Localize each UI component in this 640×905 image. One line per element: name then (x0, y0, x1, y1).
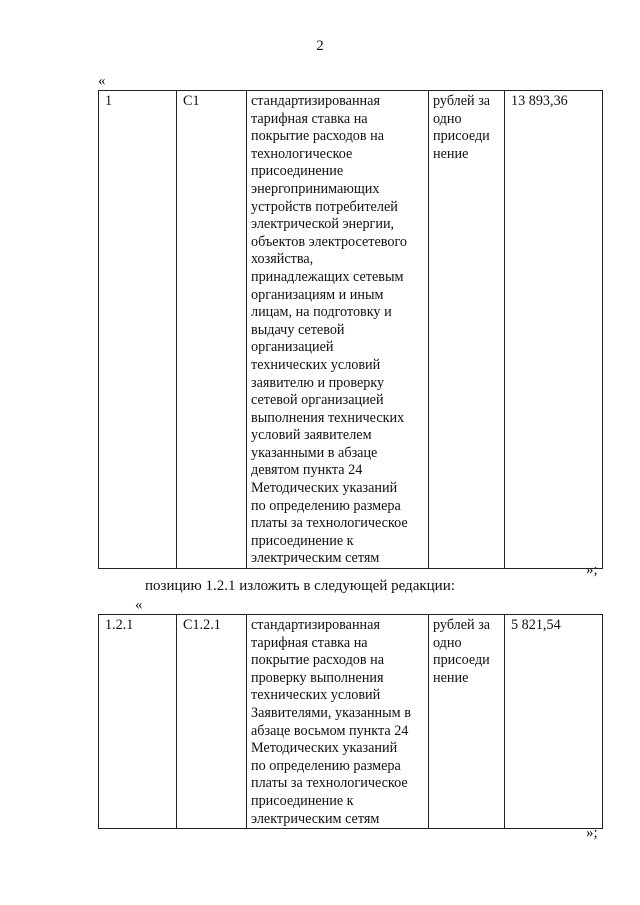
description-line: проверку выполнения (251, 669, 384, 686)
unit-line: присоеди (433, 128, 490, 145)
open-quote: « (135, 597, 143, 613)
row-number: 1.2.1 (99, 615, 177, 829)
description-line: абзаце восьмом пункта 24 (251, 722, 409, 739)
description-line: тарифная ставка на (251, 634, 368, 651)
row-unit (429, 615, 505, 829)
description-line: принадлежащих сетевым (251, 268, 404, 285)
unit-line: одно (433, 110, 462, 127)
description-line: организацией (251, 339, 334, 356)
description-line: технологическое (251, 145, 353, 162)
description-line: указанными в абзаце (251, 444, 378, 461)
unit-line: нение (433, 669, 469, 686)
description-line: сетевой организацией (251, 392, 384, 409)
description-line: платы за технологическое (251, 775, 408, 792)
description-line: присоединение к (251, 792, 354, 809)
description-line: покрытие расходов на (251, 128, 385, 145)
unit-line: присоеди (433, 652, 490, 669)
description-line: энергопринимающих (251, 180, 380, 197)
description-line: присоединение (251, 163, 344, 180)
description-line: электрической энергии, (251, 216, 395, 233)
close-quote: »; (586, 562, 598, 578)
description-line: по определению размера (251, 497, 401, 514)
open-quote: « (98, 73, 106, 89)
description-line: выдачу сетевой (251, 321, 345, 338)
description-line: Методических указаний (251, 480, 398, 497)
description-line: технических условий (251, 356, 381, 373)
row-value: 13 893,36 (505, 91, 603, 569)
table-row (99, 91, 603, 569)
tariff-table-2 (98, 614, 603, 829)
description-line: условий заявителем (251, 427, 372, 444)
row-value: 5 821,54 (505, 615, 603, 829)
tariff-table-1 (98, 90, 603, 569)
description-line: Методических указаний (251, 740, 398, 757)
description-line: организациям и иным (251, 286, 384, 303)
description-line: девятом пункта 24 (251, 462, 363, 479)
unit-line: одно (433, 634, 462, 651)
description-line: платы за технологическое (251, 515, 408, 532)
row-number: 1 (99, 91, 177, 569)
row-description (247, 91, 429, 569)
description-line: покрытие расходов на (251, 652, 385, 669)
description-line: электрическим сетям (251, 550, 380, 567)
row-code: С1 (177, 91, 247, 569)
description-line: электрическим сетям (251, 810, 380, 827)
description-line: заявителю и проверку (251, 374, 385, 391)
description-line: устройств потребителей (251, 198, 398, 215)
description-line: тарифная ставка на (251, 110, 368, 127)
unit-line: рублей за (433, 93, 491, 109)
unit-line: нение (433, 145, 469, 162)
description-line: хозяйства, (251, 251, 314, 268)
amendment-paragraph: позицию 1.2.1 изложить в следующей редакции: (145, 578, 455, 594)
row-unit (429, 91, 505, 569)
table-row (99, 615, 603, 829)
description-line: по определению размера (251, 757, 401, 774)
description-line: объектов электросетевого (251, 233, 407, 250)
page-number: 2 (316, 38, 324, 54)
description-line: лицам, на подготовку и (251, 304, 392, 321)
description-line: Заявителями, указанным в (251, 704, 411, 721)
description-line: выполнения технических (251, 409, 405, 426)
unit-line: рублей за (433, 617, 491, 633)
close-quote: »; (586, 825, 598, 841)
row-code: С1.2.1 (177, 615, 247, 829)
description-line: стандартизированная (251, 617, 380, 633)
row-description (247, 615, 429, 829)
description-line: технических условий (251, 687, 381, 704)
description-line: присоединение к (251, 532, 354, 549)
description-line: стандартизированная (251, 93, 380, 109)
